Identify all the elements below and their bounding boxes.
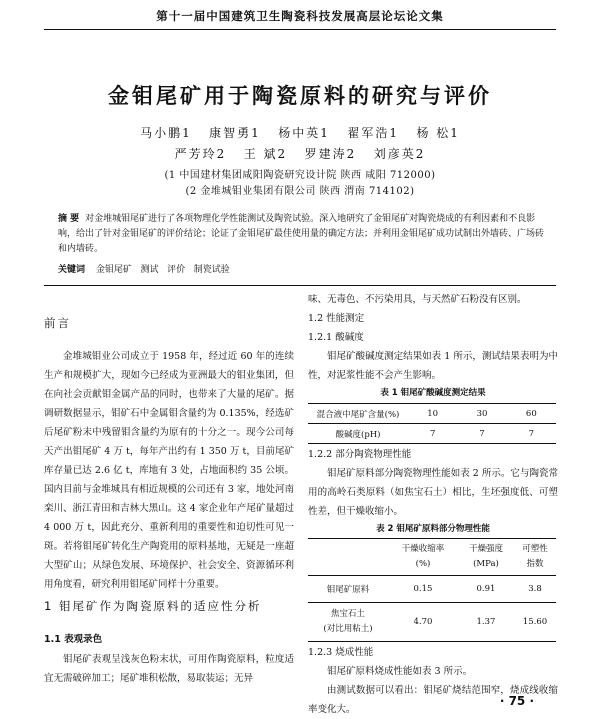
table-1-caption: 表 1 钼尾矿酸碱度测定结果: [380, 388, 486, 398]
section-1-1-heading: 1.1 表观录色: [44, 634, 103, 645]
section-1-2-1-paragraph: 钼尾矿酸碱度测定结果如表 1 所示，测试结果表明为中性，对泥浆性能不会产生影响。: [308, 351, 558, 381]
table-2-caption: 表 2 钼尾矿原料部分物理性能: [376, 524, 490, 534]
author-line-1: [0, 124, 600, 141]
table-2-cell: 1.37: [476, 617, 496, 627]
section-1-2-3-heading: 1.2.3 烧成性能: [308, 647, 374, 658]
section-1-2-2-heading: 1.2.2 部分陶瓷物理性能: [308, 449, 412, 460]
section-1-2-2-body: [308, 464, 558, 521]
table-1-row-label: 酸碱度(pH): [335, 429, 381, 440]
table-1-cell: 10: [427, 408, 439, 419]
table-1-row-label: 混合液中尾矿含量(%): [316, 409, 400, 420]
header-rule: [44, 29, 556, 30]
table-1-cell: 60: [525, 408, 537, 419]
section-1-1-body: [44, 650, 294, 688]
table-2-cell: 3.8: [528, 584, 542, 594]
table-2-cell: 4.70: [413, 617, 433, 627]
table-2-col-header: 可塑性 指数: [522, 544, 548, 569]
section-1-2-3-paragraph: 钼尾矿原料烧成性能如表 3 所示。: [327, 666, 473, 677]
keyword: 金钼尾矿: [95, 265, 132, 275]
author: 翟军浩1: [347, 126, 399, 140]
preface-paragraph: 金堆城钼业公司成立于 1958 年，经过近 60 年的连续生产和规模扩大，现如今已经成为亚洲最大的钼业集团，但在向社会贡献钼金属产品的同时，也带来了大量的尾矿。据调研数据显示，钼矿石中金属钼含量约为 0.135%，经选矿后尾矿粉末中残留钼含量约为原有的十分之一。现今公司每天产出钼尾矿 4 万 t，每年产出约有 1 350 万 t，目前尾矿库存量已达 2.6 亿 t，库地有 3 处，占地面积约 35 公顷。国内目前与金堆城具有相近规模的公司还有 3 家，地处河南栾川、浙江青田和吉林大黑山。这 4 家企业年产尾矿量超过 4 000 万 t，因此充分、重新利用的重要性和迫切性可见一斑。若将钼尾矿转化生产陶瓷用的原料基地，无疑是一座超大型矿山；从绿色发展、环境保护、社会安全、资源循环利用角度看，研究利用钼尾矿同样十分重要。: [44, 351, 294, 590]
running-head: 第十一届中国建筑卫生陶瓷科技发展高层论坛论文集: [156, 9, 444, 23]
table-2: [308, 538, 558, 642]
section-1-2-2-paragraph: 钼尾矿原料部分陶瓷物理性能如表 2 所示。它与陶瓷常用的高岭石类原料（如焦宝石土）相比，生坯强度低、可塑性差，但干燥收缩小。: [308, 468, 558, 517]
keyword: 评价: [167, 265, 186, 275]
keyword: 测试: [140, 265, 159, 275]
author: 严芳玲2: [174, 147, 227, 161]
author: 刘彦英2: [373, 147, 426, 161]
table-2-cell: 0.91: [476, 584, 496, 594]
keywords: [58, 262, 548, 275]
table-1: [308, 403, 558, 444]
author: 王 斌2: [243, 147, 288, 161]
section-1-1-paragraph: 钼尾矿表观呈浅灰色粉末状，可用作陶瓷原料，粒度适宜无需破碎加工；尾矿堆积松散，易取装运；无异: [44, 654, 294, 684]
table-1-cell: 7: [479, 428, 485, 439]
table-2-row-label: 焦宝石土 (对比用粘土): [323, 609, 373, 634]
table-2-col-header: 干燥收缩率 (%): [401, 544, 445, 569]
section-1-2-1-body: [308, 347, 558, 385]
author: 康智勇1: [209, 126, 261, 140]
author: 杨 松1: [416, 126, 460, 140]
section-1-2-heading: 1.2 性能测定: [308, 313, 365, 324]
abstract-rule: [44, 285, 556, 286]
table-2-cell: 0.15: [413, 584, 433, 594]
affiliation-2: (2 金堆城钼业集团有限公司 陕西 渭南 714102): [185, 186, 415, 197]
section-1-2-3-paragraph: 由测试数据可以看出：钼尾矿烧结范围窄，烧成线收缩率变化大。: [308, 685, 558, 715]
preface-body: [44, 347, 294, 594]
author: 杨中英1: [278, 126, 330, 140]
table-2-row-label: 钼尾矿原料: [326, 585, 370, 595]
abstract-text: 对金堆城钼尾矿进行了各项物理化学性能测试及陶瓷试验。深入地研究了金钼尾矿对陶瓷烧成的有利因素和不良影响，给出了针对金钼尾矿的评价结论；论证了金钼尾矿最佳使用量的确定方法；并利用金钼尾矿成功试制出外墙砖、广场砖和内墙砖。: [58, 214, 545, 254]
table-2-col-header: 干燥强度 (MPa): [468, 544, 503, 569]
author-line-2: [0, 145, 600, 162]
section-1-2-1-heading: 1.2.1 酸碱度: [308, 332, 364, 343]
affiliation-1: (1 中国建材集团咸阳陶瓷研究设计院 陕西 咸阳 712000): [164, 170, 436, 181]
page-number: · 75 ·: [499, 694, 534, 708]
section-1-heading-text: 1 钼尾矿作为陶瓷原料的适应性分析: [44, 599, 262, 613]
author: 马小鹏1: [140, 126, 192, 140]
section-1-2-3-body: [308, 662, 558, 719]
abstract-label: 摘 要: [58, 214, 80, 224]
author: 罗建涛2: [304, 147, 357, 161]
keyword: 制瓷试验: [193, 265, 230, 275]
table-1-cell: 7: [429, 428, 436, 439]
paper-title: 金钼尾矿用于陶瓷原料的研究与评价: [108, 84, 492, 108]
section-1-heading: [44, 597, 294, 616]
abstract: [58, 212, 548, 257]
right-top-text: 味、无毒色、不污染用具，与天然矿石粉没有区别。: [308, 294, 527, 305]
table-1-cell: 30: [476, 408, 488, 419]
table-2-cell: 15.60: [522, 617, 548, 627]
preface-heading: 前言: [44, 316, 71, 330]
keywords-label: 关键词: [58, 265, 86, 275]
table-1-cell: 7: [528, 428, 535, 439]
